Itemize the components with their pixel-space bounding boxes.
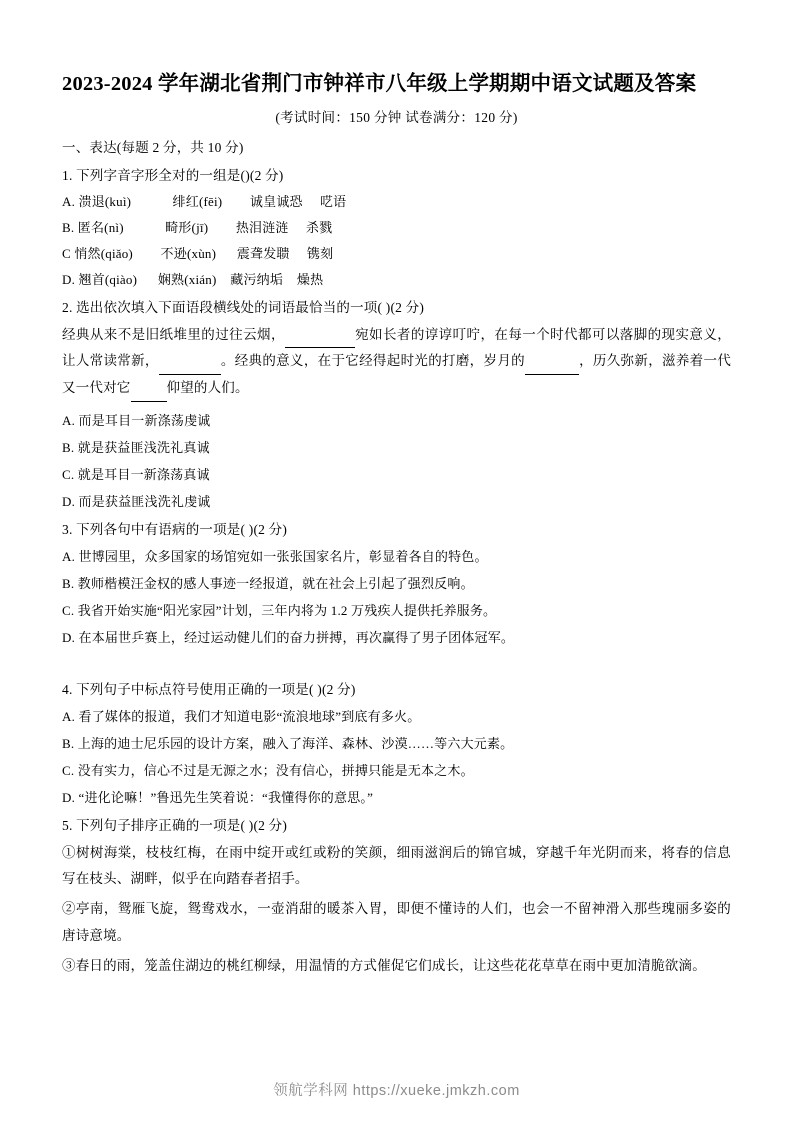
q2-blank-3 xyxy=(525,348,579,375)
footer-url: https://xueke.jmkzh.com xyxy=(352,1083,520,1099)
question-2-stem: 2. 选出依次填入下面语段横线处的词语最恰当的一项( )(2 分) xyxy=(62,299,425,315)
question-4-option-a: A. 看了媒体的报道，我们才知道电影“流浪地球”到底有多火。 xyxy=(62,708,421,724)
question-3-option-a: A. 世博园里，众多国家的场馆宛如一张张国家名片，彰显着各自的特色。 xyxy=(62,548,488,564)
exam-info: (考试时间：150 分钟 试卷满分：120 分) xyxy=(275,109,518,125)
question-2-passage xyxy=(62,322,731,402)
q2-text-2: 宛如长者的谆谆叮咛，在每一个时代都可以落脚的现实 xyxy=(354,326,690,342)
question-5-item-2: ②亭南，鸳雁飞旋，鸳鸯戏水，一壶消甜的暖茶入胃，即便不懂诗的人们，也会一不留神滑入那些瑰丽多姿的唐诗意境。 xyxy=(62,901,731,943)
question-5-item-3: ③春日的雨，笼盖住湖边的桃红柳绿，用温情的方式催促它们成长，让这些花花草草在雨中更加清脆欲滴。 xyxy=(62,957,706,973)
question-4-option-c: C. 没有实力，信心不过是无源之水；没有信心，拼搏只能是无本之木。 xyxy=(62,762,474,778)
q2-text-7: 仰望的人们。 xyxy=(166,380,249,395)
question-3-option-b: B. 教师楷模汪金权的感人事迹一经报道，就在社会上引起了强烈反响。 xyxy=(62,575,474,591)
question-2-option-b: B. 就是获益匪浅洗礼真诚 xyxy=(62,439,210,455)
question-1-option-c: C 悄然(qiǎo) 不逊(xùn) 震聋发聩 镌刻 xyxy=(62,245,334,261)
q2-text-4: 。经典的意义，在于它经得起时光的打磨，岁月的 xyxy=(220,353,525,369)
q2-blank-4 xyxy=(131,375,167,402)
question-5-item-1: ①树树海棠，枝枝红梅，在雨中绽开或红或粉的笑颜，细雨滋润后的锦官城，穿越千年光阴而来，将春的信息写在枝头、湖畔，似乎在向踏春者招手。 xyxy=(62,844,731,886)
question-1-option-d: D. 翘首(qiào) 娴熟(xián) 藏污纳垢 燥热 xyxy=(62,271,324,287)
q2-blank-1 xyxy=(285,322,355,349)
question-4-option-b: B. 上海的迪士尼乐园的设计方案，融入了海洋、森林、沙漠……等六大元素。 xyxy=(62,735,514,751)
question-2-option-a: A. 而是耳目一新涤荡虔诚 xyxy=(62,412,211,428)
footer-brand: 领航学科网 xyxy=(273,1083,349,1099)
question-3-option-c: C. 我省开始实施“阳光家园”计划，三年内将为 1.2 万残疾人提供托养服务。 xyxy=(62,602,497,618)
section-heading-one: 一、表达(每题 2 分，共 10 分) xyxy=(62,139,244,155)
question-1-option-b: B. 匿名(nì) 畸形(jī) 热泪涟涟 杀戮 xyxy=(62,219,333,235)
question-3-stem: 3. 下列各句中有语病的一项是( )(2 分) xyxy=(62,521,288,537)
q2-text-6: 滋养着一代又一代对它 xyxy=(62,353,732,395)
footer-watermark xyxy=(0,1079,793,1100)
question-3-option-d: D. 在本届世乒赛上，经过运动健儿们的奋力拼搏，再次赢得了男子团体冠军。 xyxy=(62,629,515,645)
page-title: 2023-2024 学年湖北省荆门市钟祥市八年级上学期期中语文试题及答案 xyxy=(62,73,697,95)
question-1-stem: 1. 下列字音字形全对的一组是()(2 分) xyxy=(62,167,284,183)
question-1-option-a: A. 溃退(kuì) 绯红(fēi) 诚皇诚恐 呓语 xyxy=(62,193,347,209)
question-5-stem: 5. 下列句子排序正确的一项是( )(2 分) xyxy=(62,817,288,833)
q2-blank-2 xyxy=(159,348,221,375)
question-4-stem: 4. 下列句子中标点符号使用正确的一项是( )(2 分) xyxy=(62,681,356,697)
q2-text-3: 意义，让人常读常新， xyxy=(62,326,731,369)
q2-text-5: ，历久弥新， xyxy=(578,353,663,369)
question-4-option-d: D. “进化论嘛！”鲁迅先生笑着说：“我懂得你的意思。” xyxy=(62,789,374,805)
question-2-option-d: D. 而是获益匪浅洗礼虔诚 xyxy=(62,493,211,509)
question-2-option-c: C. 就是耳目一新涤荡真诚 xyxy=(62,466,210,482)
spacer xyxy=(62,654,731,670)
q2-text-1: 经典从来不是旧纸堆里的过往云烟， xyxy=(62,326,285,342)
